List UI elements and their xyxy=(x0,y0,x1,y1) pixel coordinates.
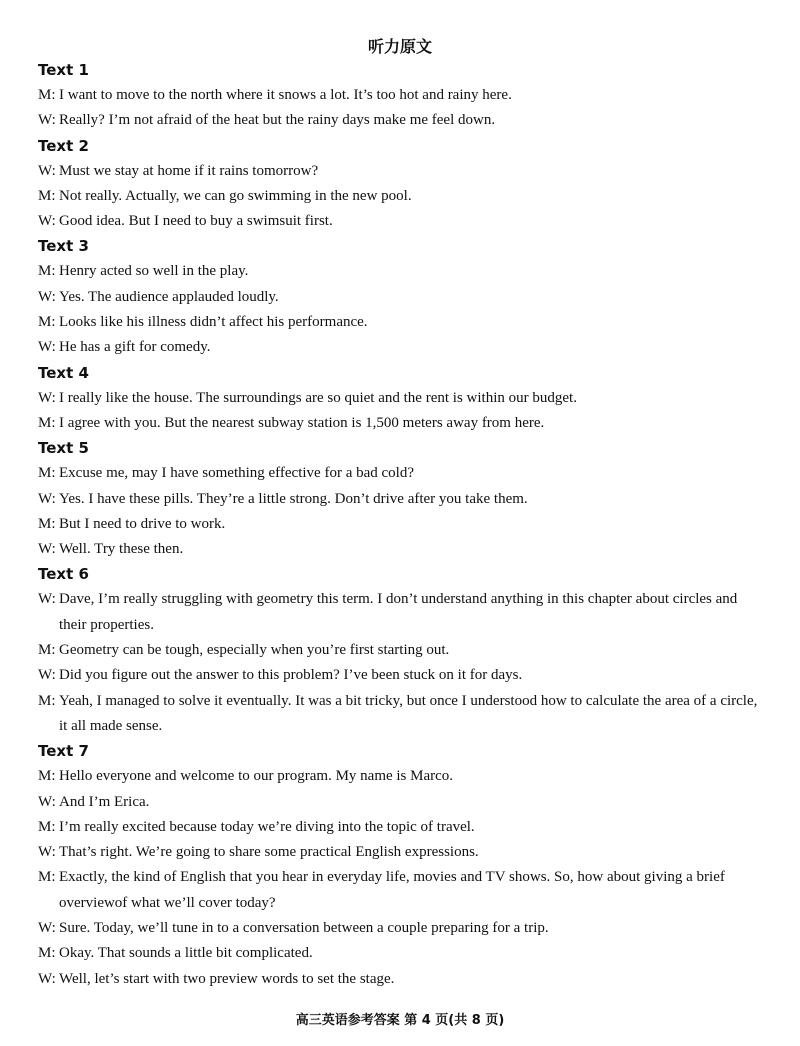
dialogue-line xyxy=(38,941,762,966)
speaker-label: M: xyxy=(38,945,56,962)
speaker-label: M: xyxy=(38,87,56,103)
section-heading: Text 5 xyxy=(38,439,89,458)
dialogue-line xyxy=(38,159,762,184)
speaker-label: M: xyxy=(38,414,56,431)
dialogue-text: I want to move to the north where it snows a lot. It’s too hot and rainy here. xyxy=(59,87,512,103)
section-heading: Text 4 xyxy=(38,363,89,382)
dialogue-text: Geometry can be tough, especially when you’re first starting out. xyxy=(59,642,450,659)
dialogue-text: He has a gift for comedy. xyxy=(59,339,211,356)
dialogue-line xyxy=(38,916,762,941)
dialogue-line xyxy=(38,461,762,486)
speaker-label: W: xyxy=(38,162,56,179)
dialogue-text: Yeah, I managed to solve it eventually. It was a bit tricky, but once I understood how to calculate the area of a circle, it all made sense. xyxy=(59,692,758,734)
dialogue-text: Yes. The audience applauded loudly. xyxy=(59,288,279,305)
speaker-label: W: xyxy=(38,844,56,861)
dialogue-line xyxy=(38,638,762,663)
speaker-label: W: xyxy=(38,339,56,356)
speaker-label: M: xyxy=(38,642,56,659)
dialogue-text: I’m really excited because today we’re diving into the topic of travel. xyxy=(59,818,475,835)
speaker-label: W: xyxy=(38,288,56,305)
speaker-label: W: xyxy=(38,667,56,684)
dialogue-text: And I’m Erica. xyxy=(59,793,150,810)
speaker-label: W: xyxy=(38,541,56,558)
dialogue-text: Sure. Today, we’ll tune in to a conversation between a couple preparing for a trip. xyxy=(59,920,549,937)
dialogue-text: That’s right. We’re going to share some practical English expressions. xyxy=(59,844,479,861)
dialogue-text: But I need to drive to work. xyxy=(59,515,226,532)
page-footer: 高三英语参考答案 第 4 页(共 8 页) xyxy=(295,1013,505,1028)
dialogue-line xyxy=(38,865,762,916)
section-heading: Text 2 xyxy=(38,136,89,155)
dialogue-line xyxy=(38,259,762,284)
dialogue-text: Okay. That sounds a little bit complicated. xyxy=(59,945,313,962)
dialogue-line xyxy=(38,967,762,992)
dialogue-line xyxy=(38,764,762,789)
dialogue-text: Exactly, the kind of English that you hear in everyday life, movies and TV shows. So, how about giving a brief overviewof what we’ll cover today? xyxy=(59,869,725,911)
dialogue-text: Well. Try these then. xyxy=(59,541,184,558)
dialogue-text: Excuse me, may I have something effective for a bad cold? xyxy=(59,465,414,482)
dialogue-text: Henry acted so well in the play. xyxy=(59,263,249,280)
speaker-label: W: xyxy=(38,112,56,129)
dialogue-line xyxy=(38,83,762,108)
dialogue-line xyxy=(38,386,762,411)
dialogue-text: Dave, I’m really struggling with geometry this term. I don’t understand anything in this chapter about circles and their properties. xyxy=(59,591,738,633)
speaker-label: W: xyxy=(38,490,56,507)
speaker-label: W: xyxy=(38,213,56,230)
speaker-label: M: xyxy=(38,768,56,785)
dialogue-line xyxy=(38,512,762,537)
dialogue-line xyxy=(38,184,762,209)
speaker-label: W: xyxy=(38,389,56,406)
dialogue-text: Must we stay at home if it rains tomorrow? xyxy=(59,162,319,179)
speaker-label: M: xyxy=(38,465,56,482)
dialogue-line xyxy=(38,790,762,815)
dialogue-text: I really like the house. The surroundings are so quiet and the rent is within our budget. xyxy=(59,389,577,406)
dialogue-text: Hello everyone and welcome to our program. My name is Marco. xyxy=(59,768,454,785)
dialogue-text: Good idea. But I need to buy a swimsuit first. xyxy=(59,213,333,230)
speaker-label: W: xyxy=(38,970,56,987)
dialogue-text: Did you figure out the answer to this problem? I’ve been stuck on it for days. xyxy=(59,667,523,684)
dialogue-line xyxy=(38,689,762,740)
dialogue-text: Yes. I have these pills. They’re a little strong. Don’t drive after you take them. xyxy=(59,490,528,507)
dialogue-line xyxy=(38,537,762,562)
dialogue-line xyxy=(38,487,762,512)
dialogue-line xyxy=(38,335,762,360)
speaker-label: M: xyxy=(38,263,56,280)
dialogue-text: Looks like his illness didn’t affect his performance. xyxy=(59,314,368,331)
speaker-label: W: xyxy=(38,591,56,608)
dialogue-line xyxy=(38,587,762,638)
speaker-label: M: xyxy=(38,692,56,709)
dialogue-line xyxy=(38,310,762,335)
speaker-label: W: xyxy=(38,920,56,937)
dialogue-line xyxy=(38,209,762,234)
speaker-label: M: xyxy=(38,314,56,331)
dialogue-line xyxy=(38,411,762,436)
transcript-body xyxy=(38,58,762,992)
speaker-label: W: xyxy=(38,793,56,810)
section-heading: Text 7 xyxy=(38,742,89,761)
dialogue-line xyxy=(38,663,762,688)
section-heading: Text 6 xyxy=(38,565,89,584)
section-heading: Text 1 xyxy=(38,61,89,79)
dialogue-line xyxy=(38,285,762,310)
dialogue-text: Really? I’m not afraid of the heat but the rainy days make me feel down. xyxy=(59,112,496,129)
dialogue-text: Not really. Actually, we can go swimming in the new pool. xyxy=(59,187,412,204)
dialogue-line xyxy=(38,840,762,865)
speaker-label: M: xyxy=(38,869,56,886)
speaker-label: M: xyxy=(38,187,56,204)
dialogue-line xyxy=(38,108,762,133)
speaker-label: M: xyxy=(38,515,56,532)
dialogue-text: I agree with you. But the nearest subway station is 1,500 meters away from here. xyxy=(59,414,545,431)
dialogue-text: Well, let’s start with two preview words to set the stage. xyxy=(59,970,395,987)
dialogue-line xyxy=(38,815,762,840)
speaker-label: M: xyxy=(38,818,56,835)
page-title: 听力原文 xyxy=(367,37,432,56)
section-heading: Text 3 xyxy=(38,237,89,256)
